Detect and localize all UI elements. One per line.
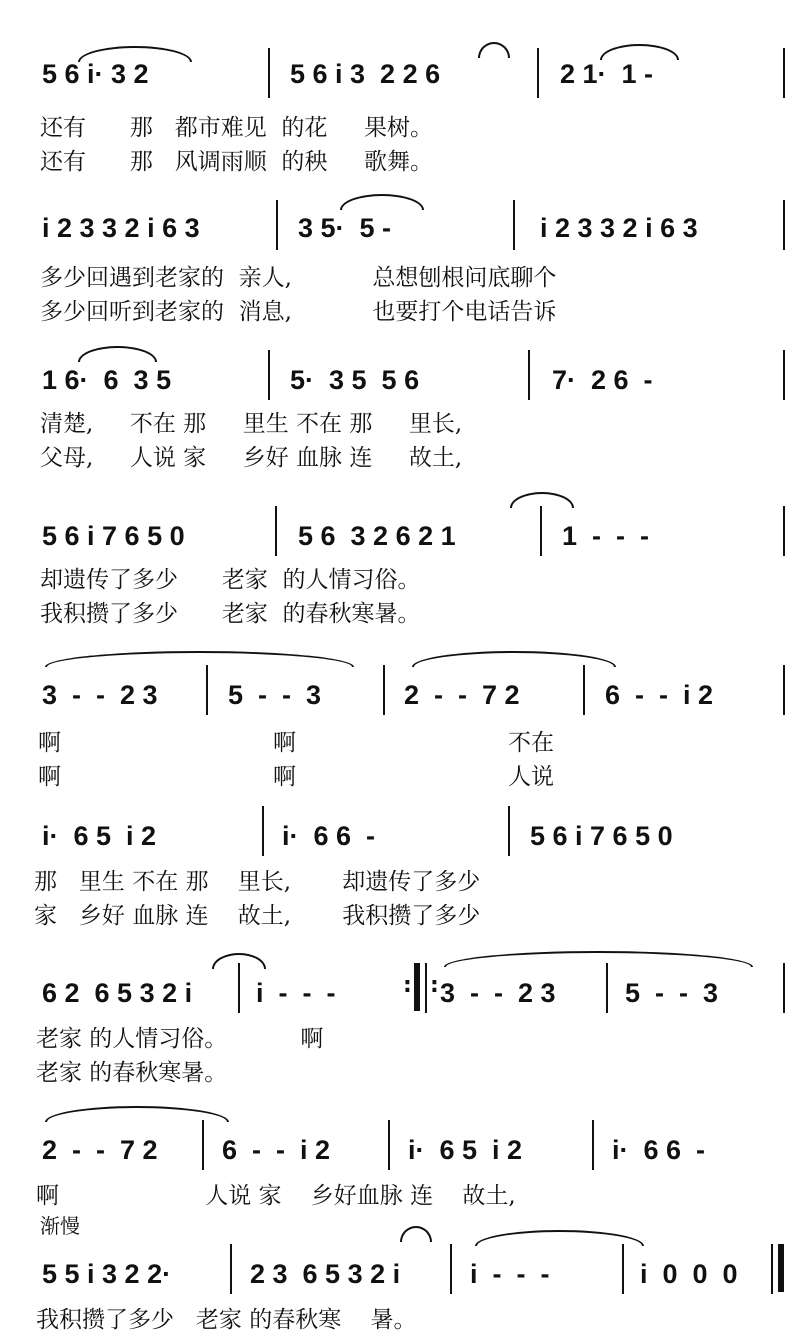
measure: 2 - - 7 2 xyxy=(42,1135,158,1165)
lyric-line: 还有 那 都市难见 的花 果树。 xyxy=(40,115,433,141)
slur-mark xyxy=(475,1230,644,1246)
barline xyxy=(230,1244,232,1294)
lyric-line: 我积攒了多少 老家 的春秋寒暑。 xyxy=(40,601,421,627)
measure: 7· 2 6 - xyxy=(552,365,653,395)
lyric-line: 清楚, 不在 那 里生 不在 那 里长, xyxy=(40,411,463,437)
barline xyxy=(783,350,785,400)
lyric-line: 啊 啊 人说 xyxy=(38,764,555,790)
barline xyxy=(268,48,270,98)
lyric-line: 家 乡好 血脉 连 故土, 我积攒了多少 xyxy=(34,903,481,929)
measure: i 2 3 3 2 i 6 3 xyxy=(540,213,698,243)
barline xyxy=(783,506,785,556)
measure: 1 - - - xyxy=(562,521,649,551)
measure: 5 - - 3 xyxy=(228,680,322,710)
barline xyxy=(206,665,208,715)
slur-mark xyxy=(412,651,616,667)
notes-row xyxy=(0,1254,810,1294)
barline xyxy=(783,963,785,1013)
barline xyxy=(528,350,530,400)
measure: 5· 3 5 5 6 xyxy=(290,365,420,395)
barline xyxy=(783,48,785,98)
measure: i - - - xyxy=(256,978,336,1008)
measure: i· 6 5 i 2 xyxy=(408,1135,523,1165)
barline xyxy=(276,200,278,250)
barline xyxy=(388,1120,390,1170)
lyric-line: 我积攒了多少 老家 的春秋寒 暑。 xyxy=(36,1307,417,1333)
barline xyxy=(202,1120,204,1170)
slur-mark xyxy=(510,492,574,508)
slur-mark xyxy=(45,1106,229,1122)
barline xyxy=(262,806,264,856)
measure: i· 6 6 - xyxy=(282,821,376,851)
measure: 5 - - 3 xyxy=(625,978,719,1008)
barline xyxy=(783,665,785,715)
lyric-line: 啊 人说 家 乡好血脉 连 故土, xyxy=(36,1183,516,1209)
measure: 6 2 6 5 3 2 i xyxy=(42,978,193,1008)
barline xyxy=(783,200,785,250)
notes-row xyxy=(0,1130,810,1170)
notes-row xyxy=(0,516,810,556)
repeat-sign: : xyxy=(430,973,439,998)
measure: 5 5 i 3 2 2· xyxy=(42,1259,172,1289)
lyric-line: 多少回听到老家的 消息, 也要打个电话告诉 xyxy=(40,299,557,325)
measure: 5 6 i 7 6 5 0 xyxy=(530,821,673,851)
lyric-line: 啊 啊 不在 xyxy=(38,730,555,756)
measure: 6 - - i 2 xyxy=(605,680,714,710)
slur-mark xyxy=(78,346,157,362)
slur-mark xyxy=(478,42,510,58)
barline xyxy=(513,200,515,250)
measure: 3 - - 2 3 xyxy=(440,978,556,1008)
measure: 5 6 3 2 6 2 1 xyxy=(298,521,456,551)
repeat-barline xyxy=(414,963,420,1011)
measure: 5 6 i· 3 2 xyxy=(42,59,149,89)
measure: 5 6 i 3 2 2 6 xyxy=(290,59,441,89)
barline xyxy=(425,963,427,1013)
measure: 5 6 i 7 6 5 0 xyxy=(42,521,185,551)
barline xyxy=(268,350,270,400)
barline xyxy=(238,963,240,1013)
barline xyxy=(275,506,277,556)
lyric-line: 却遗传了多少 老家 的人情习俗。 xyxy=(40,567,421,593)
lyric-line: 还有 那 风调雨顺 的秧 歌舞。 xyxy=(40,149,433,175)
measure: i· 6 6 - xyxy=(612,1135,706,1165)
measure: 2 - - 7 2 xyxy=(404,680,520,710)
lyric-line: 老家 的春秋寒暑。 xyxy=(36,1060,228,1086)
measure: i 0 0 0 xyxy=(640,1259,738,1289)
barline xyxy=(537,48,539,98)
measure: 2 1· 1 - xyxy=(560,59,654,89)
barline xyxy=(771,1244,773,1294)
barline xyxy=(592,1120,594,1170)
barline xyxy=(450,1244,452,1294)
slur-mark xyxy=(212,953,266,969)
slur-mark xyxy=(400,1226,432,1242)
barline xyxy=(540,506,542,556)
barline xyxy=(508,806,510,856)
slur-mark xyxy=(78,46,192,62)
lyric-line: 老家 的人情习俗。 啊 xyxy=(36,1026,324,1052)
measure: i - - - xyxy=(470,1259,550,1289)
barline xyxy=(383,665,385,715)
slur-mark xyxy=(340,194,424,210)
barline xyxy=(622,1244,624,1294)
measure: 2 3 6 5 3 2 i xyxy=(250,1259,401,1289)
barline xyxy=(606,963,608,1013)
slur-mark xyxy=(45,651,354,667)
measure: 6 - - i 2 xyxy=(222,1135,331,1165)
measure: i· 6 5 i 2 xyxy=(42,821,157,851)
barline xyxy=(583,665,585,715)
tempo-marking: 渐慢 xyxy=(40,1214,80,1238)
repeat-sign: : xyxy=(403,973,412,998)
final-barline xyxy=(778,1244,784,1292)
measure: i 2 3 3 2 i 6 3 xyxy=(42,213,200,243)
slur-mark xyxy=(444,951,753,967)
notes-row xyxy=(0,675,810,715)
lyric-line: 那 里生 不在 那 里长, 却遗传了多少 xyxy=(34,869,481,895)
measure: 1 6· 6 3 5 xyxy=(42,365,172,395)
lyric-line: 多少回遇到老家的 亲人, 总想刨根问底聊个 xyxy=(40,265,557,291)
notes-row xyxy=(0,816,810,856)
measure: 3 - - 2 3 xyxy=(42,680,158,710)
lyric-line: 父母, 人说 家 乡好 血脉 连 故土, xyxy=(40,445,463,471)
notes-row xyxy=(0,360,810,400)
notes-row xyxy=(0,208,810,248)
measure: 3 5· 5 - xyxy=(298,213,392,243)
slur-mark xyxy=(600,44,679,60)
